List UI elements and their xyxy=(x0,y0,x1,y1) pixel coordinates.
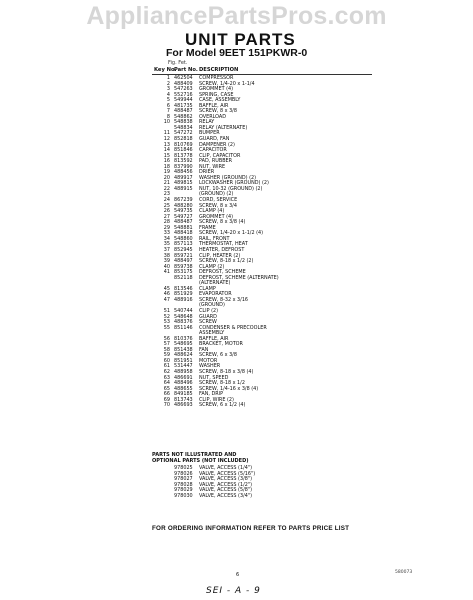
part-description: MOTOR xyxy=(199,357,218,364)
part-description: LOCKWASHER (GROUND) (2) xyxy=(199,180,269,187)
part-key-number: 33 xyxy=(163,230,170,237)
part-description: FRAME xyxy=(199,224,216,231)
part-number: 548695 xyxy=(174,341,193,348)
part-number: 852945 xyxy=(174,246,193,253)
watermark-text: AppliancePartsPros.com xyxy=(86,2,387,30)
part-description: SCREW, 1/4-16 x 3/8 (4) xyxy=(199,385,259,392)
part-number: 547272 xyxy=(174,130,193,137)
part-description: VALVE, ACCESS (1/4") xyxy=(199,465,252,471)
part-key-number: 3 xyxy=(166,86,170,93)
part-number: 489815 xyxy=(174,180,193,187)
part-key-number: 16 xyxy=(163,158,170,165)
part-key-number: 57 xyxy=(163,341,170,348)
part-description: RAIL, FRONT xyxy=(199,235,230,242)
part-description: SPRING, CASE xyxy=(199,91,234,98)
part-key-number: 37 xyxy=(163,246,170,253)
page-title: UNIT PARTS xyxy=(185,30,296,49)
part-key-number: 58 xyxy=(163,346,170,353)
part-description: VALVE, ACCESS (5/8") xyxy=(199,487,252,494)
part-number: 488916 xyxy=(174,296,193,303)
part-number: 853175 xyxy=(174,269,193,276)
part-key-number: 61 xyxy=(163,363,170,370)
part-key-number: 66 xyxy=(163,391,170,398)
part-number: 978030 xyxy=(174,492,193,499)
part-number: 813592 xyxy=(174,158,193,165)
part-key-number: 60 xyxy=(163,357,170,364)
part-number: 810376 xyxy=(174,335,193,342)
part-key-number: 70 xyxy=(163,402,170,409)
col-header-key: Key No. xyxy=(154,67,177,73)
part-description: BAFFLE, AIR xyxy=(199,335,229,342)
part-number: 486693 xyxy=(174,402,193,409)
part-key-number: 64 xyxy=(163,380,170,387)
part-key-number: 8 xyxy=(166,113,170,120)
part-description: BUMPER xyxy=(199,130,220,137)
part-description: CLAMP (2) xyxy=(199,263,225,270)
part-number: 481735 xyxy=(174,102,193,109)
part-key-number: 5 xyxy=(166,97,170,104)
part-number: 549735 xyxy=(174,208,193,215)
part-description: CONDENSER & PRECOOLER xyxy=(199,324,267,331)
part-number: 540744 xyxy=(174,307,193,314)
part-key-number: 47 xyxy=(163,296,170,303)
notes-block xyxy=(152,452,249,464)
part-number: 978026 xyxy=(174,470,193,477)
part-description: NUT, 10-32 (GROUND) (2) xyxy=(199,185,263,192)
part-description: VALVE, ACCESS (5/16") xyxy=(199,470,256,477)
part-number: 978027 xyxy=(174,476,193,483)
part-description: WASHER xyxy=(199,363,221,370)
part-key-number: 51 xyxy=(163,307,170,314)
part-key-number: 34 xyxy=(163,235,170,242)
part-number: 547263 xyxy=(174,86,193,93)
part-number: 488958 xyxy=(174,368,193,375)
part-number: 978029 xyxy=(174,487,193,494)
part-key-number: 21 xyxy=(163,180,170,187)
part-key-number: 20 xyxy=(163,174,170,181)
part-key-number: 29 xyxy=(163,224,170,231)
part-description: FAN xyxy=(199,346,209,353)
part-key-number: 69 xyxy=(163,396,170,403)
part-number: 488456 xyxy=(174,169,193,176)
figure-subhead: Fig. Fet. xyxy=(168,60,188,66)
part-number: 852818 xyxy=(174,136,193,143)
part-description: CLIP, HEATER (2) xyxy=(199,252,241,259)
part-number: 859738 xyxy=(174,263,193,270)
part-number: 488497 xyxy=(174,258,193,265)
part-description: BAFFLE, AIR xyxy=(199,102,229,109)
part-description: CLAMP (4) xyxy=(199,208,225,215)
part-description: (GROUND) xyxy=(199,302,225,309)
part-number: 548860 xyxy=(174,235,193,242)
part-description: ASSEMBLY xyxy=(199,330,225,337)
part-number: 486691 xyxy=(174,374,193,381)
part-number: 859721 xyxy=(174,252,193,259)
part-number: 462504 xyxy=(174,75,193,81)
part-key-number: 56 xyxy=(163,335,170,342)
part-description: GUARD xyxy=(199,313,217,320)
part-description: HEATER, DEFROST xyxy=(199,246,245,253)
part-number: 552716 xyxy=(174,91,193,98)
part-key-number: 25 xyxy=(163,202,170,209)
part-description: FAN, DRIP xyxy=(199,391,224,398)
part-number: 813546 xyxy=(174,285,193,292)
part-key-number: 23 xyxy=(163,191,170,198)
part-key-number: 59 xyxy=(163,352,170,359)
part-number: 488409 xyxy=(174,80,193,87)
part-number: 488915 xyxy=(174,185,193,192)
part-number: 548648 xyxy=(174,313,193,320)
part-description: EVAPORATOR xyxy=(199,291,232,298)
part-description: WASHER (GROUND) (2) xyxy=(199,174,257,181)
part-description: SCREW, 8 x 3/8 xyxy=(199,108,237,115)
parts-row xyxy=(152,494,382,500)
part-number: 810769 xyxy=(174,141,193,148)
part-description: SCREW xyxy=(199,319,217,326)
part-key-number: 38 xyxy=(163,252,170,259)
part-description: SCREW, 6 x 3/8 xyxy=(199,352,237,359)
part-description: CORD, SERVICE xyxy=(199,197,238,204)
part-key-number: 52 xyxy=(163,313,170,320)
part-description: SCREW, 8-18 x 3/8 (4) xyxy=(199,368,254,375)
document-code: 580073 xyxy=(395,570,413,575)
part-key-number: 62 xyxy=(163,368,170,375)
part-description: PAD, RUBBER xyxy=(199,158,233,165)
part-description: SCREW, 8 x 3/4 xyxy=(199,202,237,209)
part-number: 488624 xyxy=(174,352,193,359)
part-key-number: 28 xyxy=(163,219,170,226)
part-description: VALVE, ACCESS (1/2") xyxy=(199,481,252,488)
part-description: SCREW, 8-18 x 1/2 xyxy=(199,380,245,387)
part-description: NUT, SPEED xyxy=(199,374,229,381)
parts-list xyxy=(152,76,382,409)
part-description: SCREW, 8 x 3/8 (4) xyxy=(199,219,246,226)
part-description: OVERLOAD xyxy=(199,113,227,120)
part-key-number: 39 xyxy=(163,258,170,265)
part-description: SCREW, 6 x 1/2 (4) xyxy=(199,402,246,409)
part-description: THERMOSTAT, HEAT xyxy=(199,241,248,248)
part-number: 852118 xyxy=(174,274,193,281)
notes-line-2: OPTIONAL PARTS (NOT INCLUDED) xyxy=(152,458,249,464)
part-description: CLIP, CAPACITOR xyxy=(199,152,241,159)
part-key-number: 11 xyxy=(163,130,170,137)
part-number: 851146 xyxy=(174,324,193,331)
part-key-number: 35 xyxy=(163,241,170,248)
part-key-number: 27 xyxy=(163,213,170,220)
part-number: 488487 xyxy=(174,108,193,115)
part-number: 813778 xyxy=(174,152,193,159)
part-number: 978025 xyxy=(174,465,193,471)
part-number: 488418 xyxy=(174,230,193,237)
col-header-description: DESCRIPTION xyxy=(199,67,239,73)
part-key-number: 22 xyxy=(163,185,170,192)
part-key-number: 53 xyxy=(163,319,170,326)
part-description: CAPACITOR xyxy=(199,147,227,154)
part-description: CLIP, WIRE (2) xyxy=(199,396,234,403)
part-description: VALVE, ACCESS (3/4") xyxy=(199,492,252,499)
part-description: GROMMET (4) xyxy=(199,213,234,220)
part-number: 488655 xyxy=(174,385,193,392)
part-key-number: 45 xyxy=(163,285,170,292)
part-number: 488280 xyxy=(174,202,193,209)
part-key-number: 4 xyxy=(166,91,170,98)
part-number: 488376 xyxy=(174,319,193,326)
part-number: 813743 xyxy=(174,396,193,403)
part-description: DRIER xyxy=(199,169,215,176)
part-number: 549944 xyxy=(174,97,193,104)
part-description: VALVE, ACCESS (3/8") xyxy=(199,476,252,483)
part-description: (GROUND) (2) xyxy=(199,191,234,198)
part-number: 837990 xyxy=(174,163,193,170)
part-number: 849185 xyxy=(174,391,193,398)
part-description: DAMPENER (2) xyxy=(199,141,235,148)
part-key-number: 6 xyxy=(166,102,170,109)
part-key-number: 15 xyxy=(163,152,170,159)
part-description: NUT, WIRE xyxy=(199,163,226,170)
part-description: DEFROST, SCHEME xyxy=(199,269,246,276)
part-key-number: 13 xyxy=(163,141,170,148)
part-description: DEFROST, SCHEME (ALTERNATE) xyxy=(199,274,279,281)
part-number: 488487 xyxy=(174,219,193,226)
part-number: 488496 xyxy=(174,380,193,387)
part-number: 978028 xyxy=(174,481,193,488)
part-key-number: 63 xyxy=(163,374,170,381)
part-number: 548862 xyxy=(174,113,193,120)
part-number: 548834 xyxy=(174,124,193,131)
part-key-number: 46 xyxy=(163,291,170,298)
part-description: GUARD, FAN xyxy=(199,136,230,143)
part-number: 851929 xyxy=(174,291,193,298)
part-number: 851846 xyxy=(174,147,193,154)
part-description: BRACKET, MOTOR xyxy=(199,341,243,348)
part-number: 531447 xyxy=(174,363,193,370)
part-description: (ALTERNATE) xyxy=(199,280,231,287)
part-number: 851951 xyxy=(174,357,193,364)
part-key-number: 26 xyxy=(163,208,170,215)
part-key-number: 7 xyxy=(166,108,170,115)
model-subtitle: For Model 9EET 151PKWR-0 xyxy=(166,47,308,59)
notes-line-1: PARTS NOT ILLUSTRATED AND xyxy=(152,452,237,458)
part-key-number: 40 xyxy=(163,263,170,270)
part-key-number: 65 xyxy=(163,385,170,392)
part-number: 857113 xyxy=(174,241,193,248)
footer-code: SEI - A - 9 xyxy=(206,586,261,596)
part-number: 548838 xyxy=(174,119,193,126)
part-key-number: 55 xyxy=(163,324,170,331)
part-key-number: 18 xyxy=(163,163,170,170)
part-description: RELAY xyxy=(199,119,215,126)
part-key-number: 12 xyxy=(163,136,170,143)
part-key-number: 41 xyxy=(163,269,170,276)
part-key-number: 1 xyxy=(166,75,170,81)
part-key-number: 24 xyxy=(163,197,170,204)
col-header-part: Part No. xyxy=(174,67,198,73)
parts-row xyxy=(152,403,382,409)
ordering-note: FOR ORDERING INFORMATION REFER TO PARTS PRICE LIST xyxy=(152,525,350,532)
part-description: CLIP (2) xyxy=(199,307,219,314)
part-description: CLAMP xyxy=(199,285,216,292)
part-number: 548881 xyxy=(174,224,193,231)
part-description: SCREW, 1/4-20 x 1-1/2 (4) xyxy=(199,230,264,237)
part-description: GROMMET (4) xyxy=(199,86,234,93)
part-description: COMPRESSOR xyxy=(199,75,234,81)
part-key-number: 14 xyxy=(163,147,170,154)
part-description: SCREW, 8-32 x 3/16 xyxy=(199,296,249,303)
part-description: SCREW, 1/4-20 x 1-1/4 xyxy=(199,80,255,87)
part-key-number: 2 xyxy=(166,80,170,87)
part-description: RELAY (ALTERNATE) xyxy=(199,124,248,131)
part-description: SCREW, 8-18 x 1/2 (2) xyxy=(199,258,254,265)
part-key-number: 19 xyxy=(163,169,170,176)
optional-parts-list xyxy=(152,466,382,499)
part-number: 549727 xyxy=(174,213,193,220)
part-number: 867239 xyxy=(174,197,193,204)
part-number: 851438 xyxy=(174,346,193,353)
part-key-number: 10 xyxy=(163,119,170,126)
part-description: CASE, ASSEMBLY xyxy=(199,97,241,104)
page-number: 6 xyxy=(236,572,240,578)
part-number: 489917 xyxy=(174,174,193,181)
